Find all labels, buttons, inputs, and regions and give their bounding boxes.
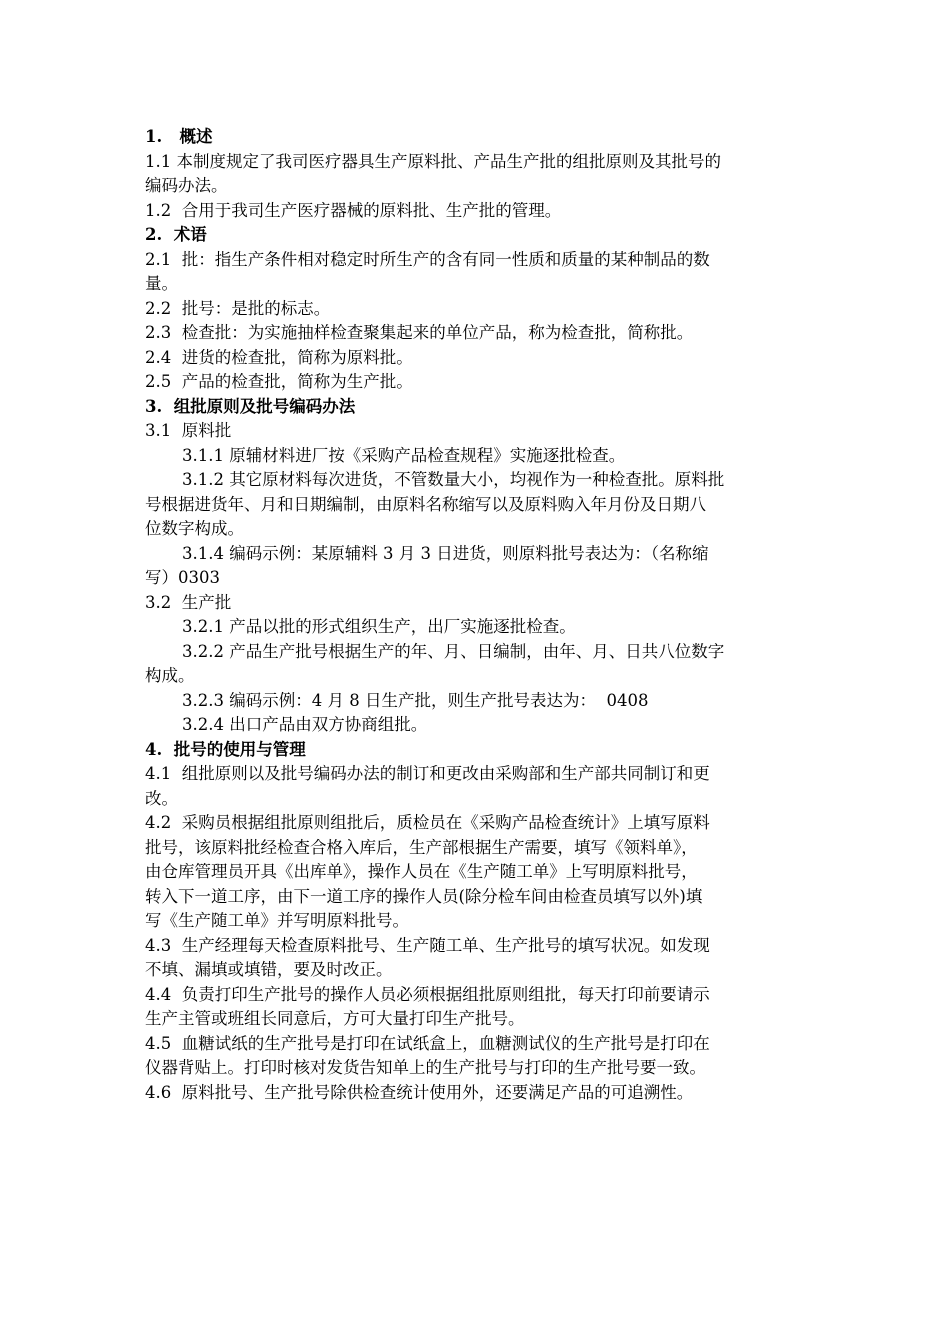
document-page (145, 125, 810, 1105)
paragraph-line: 量。 (145, 274, 178, 293)
paragraph-line: 3.2.4 出口产品由双方协商组批。 (182, 715, 428, 734)
section-heading: 1. 概述 (145, 127, 213, 146)
paragraph-line: 3.2.1 产品以批的形式组织生产，出厂实施逐批检查。 (182, 617, 576, 636)
paragraph-line: 3.1.4 编码示例：某原辅料 3 月 3 日进货，则原料批号表达为：（名称缩 (182, 543, 709, 563)
paragraph-line: 写《生产随工单》并写明原料批号。 (145, 911, 409, 930)
paragraph-line: 4.5 血糖试纸的生产批号是打印在试纸盒上，血糖测试仪的生产批号是打印在 (145, 1033, 710, 1053)
paragraph-line: 不填、漏填或填错，要及时改正。 (145, 960, 393, 979)
paragraph-line: 批号，该原料批经检查合格入库后，生产部根据生产需要，填写《领料单》， (145, 837, 698, 857)
paragraph-line: 1.2 合用于我司生产医疗器械的原料批、生产批的管理。 (145, 200, 562, 220)
paragraph-line: 写）0303 (145, 568, 220, 587)
paragraph-line: 号根据进货年、月和日期编制，由原料名称缩写以及原料购入年月份及日期八 (145, 494, 706, 514)
paragraph-line: 2.2 批号：是批的标志。 (145, 298, 331, 318)
paragraph-line: 3.1 原料批 (145, 421, 232, 440)
paragraph-line: 4.1 组批原则以及批号编码办法的制订和更改由采购部和生产部共同制订和更 (145, 764, 710, 783)
paragraph-line: 由仓库管理员开具《出库单》，操作人员在《生产随工单》上写明原料批号， (145, 862, 698, 881)
paragraph-line: 3.2.3 编码示例：4 月 8 日生产批，则生产批号表达为： 0408 (182, 690, 649, 710)
paragraph-line: 1.1 本制度规定了我司医疗器具生产原料批、产品生产批的组批原则及其批号的 (145, 151, 721, 171)
paragraph-line: 位数字构成。 (145, 519, 244, 538)
paragraph-line: 2.1 批：指生产条件相对稳定时所生产的含有同一性质和质量的某种制品的数 (145, 249, 710, 269)
section-heading: 3. 组批原则及批号编码办法 (145, 396, 356, 416)
paragraph-line: 3.1.1 原辅材料进厂按《采购产品检查规程》实施逐批检查。 (182, 445, 626, 465)
paragraph-line: 4.2 采购员根据组批原则组批后，质检员在《采购产品检查统计》上填写原料 (145, 813, 710, 832)
paragraph-line: 生产主管或班组长同意后，方可大量打印生产批号。 (145, 1009, 525, 1028)
paragraph-line: 3.2 生产批 (145, 592, 232, 612)
paragraph-line: 4.4 负责打印生产批号的操作人员必须根据组批原则组批，每天打印前要请示 (145, 984, 710, 1004)
paragraph-line: 构成。 (145, 666, 195, 685)
paragraph-line: 编码办法。 (145, 176, 228, 195)
paragraph-line: 改。 (145, 788, 178, 808)
paragraph-line: 2.4 进货的检查批，简称为原料批。 (145, 347, 413, 367)
section-heading: 4. 批号的使用与管理 (145, 739, 306, 759)
paragraph-line: 仪器背贴上。打印时核对发货告知单上的生产批号与打印的生产批号要一致。 (145, 1058, 706, 1077)
paragraph-line: 3.1.2 其它原材料每次进货，不管数量大小，均视作为一种检查批。原料批 (182, 470, 725, 489)
paragraph-line: 2.3 检查批：为实施抽样检查聚集起来的单位产品，称为检查批，简称批。 (145, 323, 694, 342)
paragraph-line: 转入下一道工序，由下一道工序的操作人员(除分检车间由检查员填写以外)填 (145, 886, 703, 906)
paragraph-line: 2.5 产品的检查批，简称为生产批。 (145, 372, 413, 391)
section-heading: 2. 术语 (145, 225, 207, 244)
paragraph-line: 4.6 原料批号、生产批号除供检查统计使用外，还要满足产品的可追溯性。 (145, 1082, 694, 1102)
paragraph-line: 3.2.2 产品生产批号根据生产的年、月、日编制，由年、月、日共八位数字 (182, 641, 725, 661)
paragraph-line: 4.3 生产经理每天检查原料批号、生产随工单、生产批号的填写状况。如发现 (145, 935, 710, 955)
